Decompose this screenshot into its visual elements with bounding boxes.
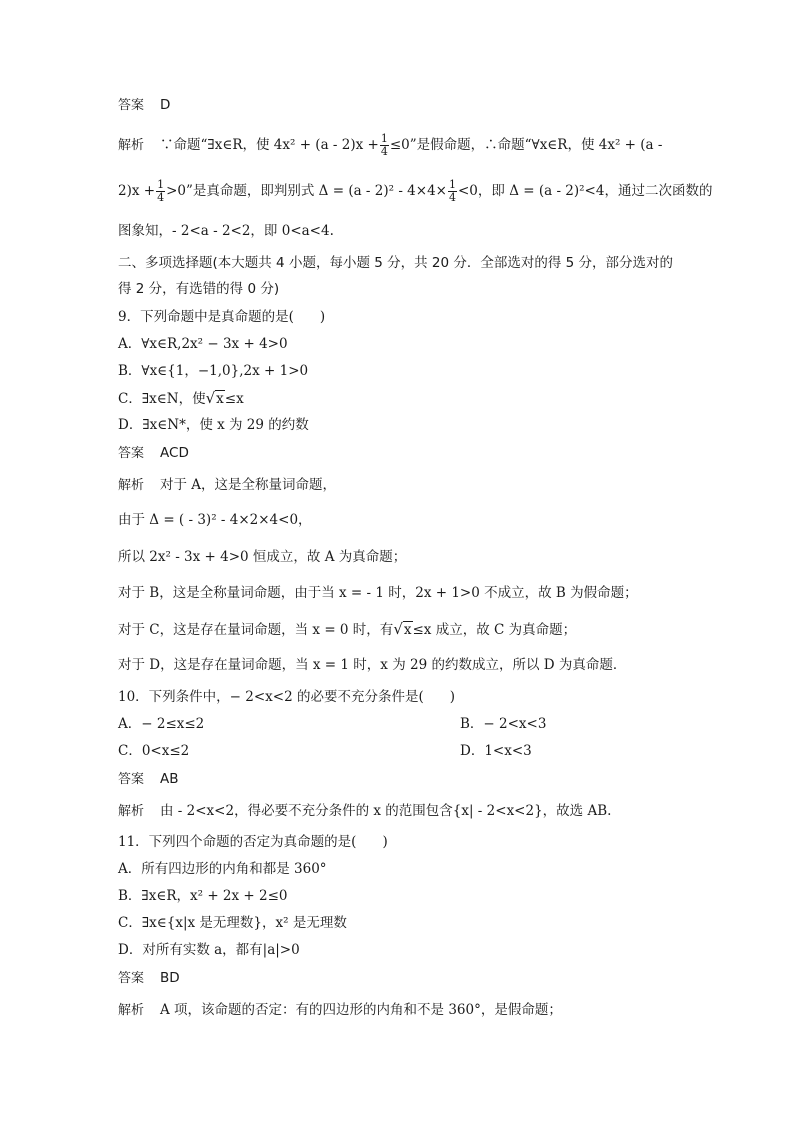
square-root: √x [393, 620, 412, 638]
q10-answer-line [118, 770, 179, 789]
q10-option-c: C．0<x≤2 [118, 743, 190, 759]
q8-analysis-text: 2)x + [118, 183, 156, 199]
analysis-text: 对于 A，这是全称量词命题， [160, 477, 337, 493]
analysis-text: ≤x 成立，故 C 为真命题； [412, 622, 577, 638]
analysis-label: 解析 [118, 804, 145, 819]
q8-analysis-line-1 [118, 133, 662, 158]
q11-option-d: D．对所有实数 a，都有|a|>0 [118, 942, 300, 958]
q8-answer-line [118, 96, 170, 115]
question-paren: ) [449, 689, 456, 705]
analysis-label: 解析 [118, 1003, 145, 1018]
q9-analysis-line-1 [118, 476, 336, 495]
fraction-numerator: 1 [380, 132, 388, 145]
q9-analysis-line-2: 由于 Δ = ( - 3)² - 4×2×4<0， [118, 512, 312, 528]
q9-analysis-line-6: 对于 D，这是存在量词命题，当 x = 1 时，x 为 29 的约数成立，所以 D 为真命题． [118, 657, 627, 673]
q9-option-c [118, 389, 244, 408]
section-heading-line-2: 得 2 分，有选错的得 0 分) [118, 281, 280, 297]
question-text: 10．下列条件中，− 2<x<2 的必要不充分条件是( [118, 689, 424, 705]
q10-stem [118, 688, 455, 706]
q9-option-b: B．∀x∈{1，−1,0},2x + 1>0 [118, 363, 309, 379]
q10-answer: AB [160, 771, 179, 787]
fraction [156, 179, 165, 204]
fraction-denominator: 4 [157, 191, 165, 204]
analysis-text: 由 - 2<x<2，得必要不充分条件的 x 的范围包含{x| - 2<x<2}，故选 AB. [160, 803, 612, 819]
fraction-denominator: 4 [449, 191, 456, 204]
section-heading-line-1: 二、多项选择题(本大题共 4 小题，每小题 5 分，共 20 分．全部选对的得 5 分，部分选对的 [118, 255, 674, 271]
q10-options-row-2 [118, 742, 532, 760]
option-text: C．∃x∈N，使 [118, 391, 206, 407]
q10-option-d: D．1<x<3 [460, 743, 532, 759]
option-text: ≤x [224, 391, 244, 407]
radicand: x [403, 622, 412, 638]
fraction-denominator: 4 [380, 145, 388, 158]
analysis-label: 解析 [118, 478, 145, 493]
q8-answer: D [160, 97, 171, 113]
q11-answer-line [118, 969, 180, 988]
question-text: 9．下列命题中是真命题的是( [118, 309, 294, 325]
analysis-text: 对于 C，这是存在量词命题，当 x = 0 时，有 [118, 622, 394, 638]
q10-options-row-1 [118, 715, 547, 733]
q8-analysis-line-2 [118, 179, 712, 204]
fraction [448, 179, 457, 204]
q9-analysis-line-4: 对于 B，这是全称量词命题，由于当 x = - 1 时，2x + 1>0 不成立，故 B 为假命题； [118, 585, 638, 601]
q9-analysis-line-3: 所以 2x² - 3x + 4>0 恒成立，故 A 为真命题； [118, 549, 407, 565]
answer-label: 答案 [118, 98, 145, 113]
analysis-text: A 项，该命题的否定：有的四边形的内角和不是 360°，是假命题； [160, 1002, 562, 1018]
q11-stem [118, 833, 388, 851]
q9-stem [118, 308, 325, 326]
question-text: 11．下列四个命题的否定为真命题的是( [118, 834, 357, 850]
q9-answer-line [118, 444, 189, 463]
q11-analysis-line [118, 1001, 562, 1020]
q9-option-a: A．∀x∈R,2x² − 3x + 4>0 [118, 336, 288, 352]
q9-option-d: D．∃x∈N*，使 x 为 29 的约数 [118, 417, 309, 433]
question-paren: ) [319, 309, 326, 325]
radicand: x [216, 391, 224, 407]
answer-label: 答案 [118, 971, 145, 986]
q8-analysis-text: <0，即 Δ = (a - 2)²<4，通过二次函数的 [458, 183, 713, 199]
q11-option-a: A．所有四边形的内角和都是 360° [118, 861, 327, 877]
fraction [380, 133, 389, 158]
q8-analysis-text: ≤0”是假命题，∴命题“∀x∈R，使 4x² + (a - [389, 137, 663, 153]
q11-option-b: B．∃x∈R，x² + 2x + 2≤0 [118, 888, 288, 904]
answer-label: 答案 [118, 772, 145, 787]
q9-answer: ACD [160, 445, 189, 461]
analysis-label: 解析 [118, 138, 145, 153]
fraction-numerator: 1 [449, 178, 456, 191]
q9-analysis-line-5 [118, 620, 576, 639]
q10-option-b: B．− 2<x<3 [460, 716, 547, 732]
question-paren: ) [382, 834, 388, 850]
q8-analysis-line-3: 图象知，- 2<a - 2<2，即 0<a<4. [118, 223, 334, 239]
q10-analysis-line [118, 802, 611, 821]
square-root: √x [205, 389, 224, 407]
answer-label: 答案 [118, 446, 145, 461]
q10-option-a: A．− 2≤x≤2 [118, 716, 205, 732]
fraction-numerator: 1 [157, 178, 165, 191]
q11-option-c: C．∃x∈{x|x 是无理数}，x² 是无理数 [118, 915, 347, 931]
q8-analysis-text: ∵命题“∃x∈R，使 4x² + (a - 2)x + [160, 137, 379, 153]
q8-analysis-text: >0”是真命题，即判别式 Δ = (a - 2)² - 4×4× [166, 183, 447, 199]
q11-answer: BD [160, 970, 180, 986]
